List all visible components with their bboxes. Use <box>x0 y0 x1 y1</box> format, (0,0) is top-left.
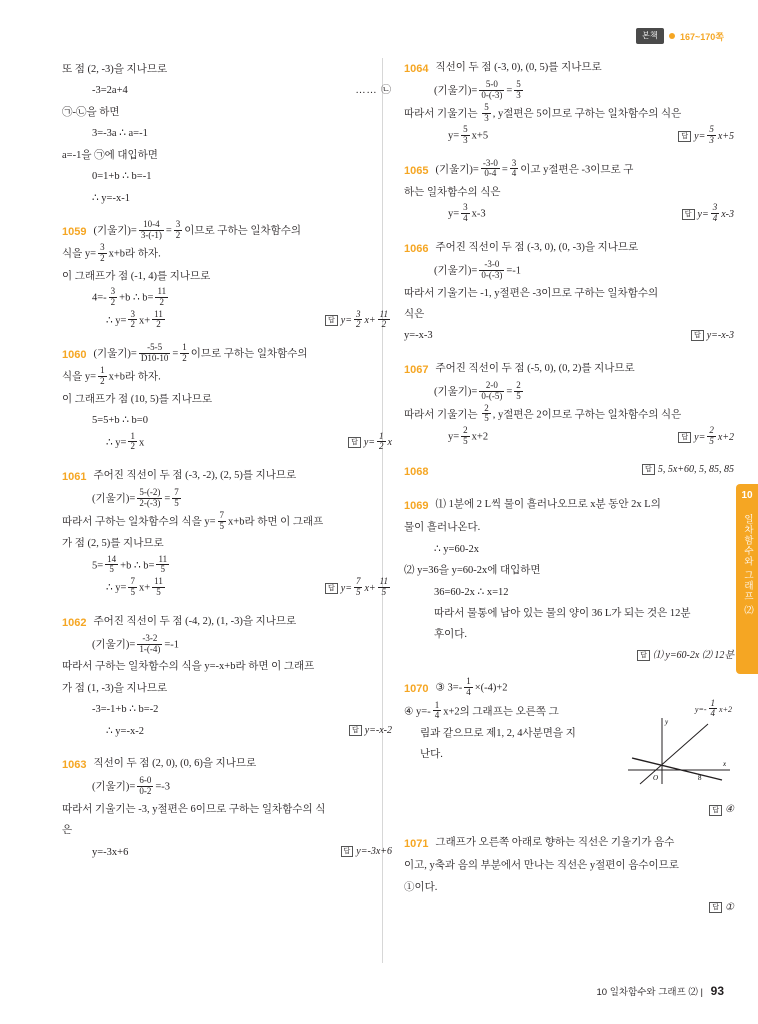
solution-line <box>62 390 392 409</box>
problem-number: 1062 <box>62 616 87 629</box>
graph-figure: y=- $\frac{1}{4}$ x+2 y x O 8 <box>622 700 734 800</box>
answer-tag: 답 ⑴ y=60-2x ⑵ 12분 <box>637 647 734 666</box>
solution-line <box>404 540 734 559</box>
problem-block <box>404 678 734 820</box>
answer-tag: 답 5, 5x+60, 5, 85, 85 <box>642 461 734 480</box>
solution-line <box>62 244 392 264</box>
text-line: y= $\frac{2}{5}$ x+2 <box>448 425 489 446</box>
solution-line <box>62 308 392 331</box>
problem-head <box>404 359 734 380</box>
text-line: (기울기)= $\frac{5-(-2)}{2-(-3)}$ = $\frac{7}{5}$ <box>92 487 179 509</box>
problem-text: 그래프가 오른쪽 아래로 향하는 직선은 기울기가 음수 <box>435 836 675 848</box>
problem-head <box>404 678 734 699</box>
text-line: (기울기)= $\frac{-3-0}{0-(-3)}$ =-1 <box>434 259 522 280</box>
solution-line <box>62 288 392 308</box>
header-label: 본책 <box>636 28 664 44</box>
solution-line <box>62 777 392 797</box>
page-footer <box>596 984 724 998</box>
text-line: ∴ y= $\frac{7}{5}$ x+ $\frac{11}{5}$ <box>106 576 163 597</box>
answer-tag: 답 ④ <box>709 801 734 820</box>
text-line: 은 <box>62 825 73 837</box>
text-line: ∴ y= $\frac{1}{2}$ x <box>106 430 145 452</box>
problem-block <box>62 344 392 453</box>
solution-line <box>404 326 734 345</box>
solution-line <box>62 800 392 819</box>
page-header <box>636 28 724 44</box>
solution-line <box>404 261 734 281</box>
solution-line <box>62 843 392 862</box>
problem-text: 주어진 직선이 두 점 (-5, 0), (0, 2)를 지나므로 <box>435 362 635 374</box>
solution-line <box>62 679 392 698</box>
solution-line <box>404 583 734 602</box>
solution-line <box>62 534 392 553</box>
text-line: 이고, y축과 음의 부분에서 만나는 직선은 y절편이 음수이므로 <box>404 860 679 872</box>
problem-block <box>62 754 392 862</box>
text-line: 따라서 기울기는 -3, y절편은 6이므로 구하는 일차함수의 식 <box>62 803 326 815</box>
text-line: 5=5+b ∴ b=0 <box>92 415 148 427</box>
side-tab-number: 10 <box>741 490 753 501</box>
problem-block <box>404 833 734 918</box>
text-line: ∴ y=-x-1 <box>92 192 130 204</box>
solution-line <box>404 183 734 202</box>
answer-tag: 답 y= $\frac{7}{5}$ x+ $\frac{11}{5}$ <box>325 578 392 598</box>
problem-head <box>62 344 392 365</box>
solution-line <box>404 101 734 124</box>
figure-text-line: ④ y=- $\frac{1}{4}$ x+2의 그래프는 오른쪽 그 <box>404 699 559 721</box>
answer-tag: 답 y=-x-2 <box>349 722 392 741</box>
text-line: 따라서 기울기는 -1, y절편은 -3이므로 구하는 일차함수의 <box>404 287 659 299</box>
problem-text: 직선이 두 점 (-3, 0), (0, 5)를 지나므로 <box>435 62 602 73</box>
answer-tag: 답 ① <box>709 899 734 918</box>
text-line: ㉠-㉡을 하면 <box>62 106 120 118</box>
problem-number: 1064 <box>404 63 429 75</box>
footer-separator: | <box>700 987 703 998</box>
problem-text: 주어진 직선이 두 점 (-4, 2), (1, -3)을 지나므로 <box>93 615 297 627</box>
footer-chapter: 10 일차함수와 그래프 ⑵ <box>596 987 698 998</box>
text-line: y=-3x+6 <box>92 846 129 858</box>
svg-text:x: x <box>723 760 727 769</box>
text-line: 따라서 구하는 일차함수의 식을 y=-x+b라 하면 이 그래프 <box>62 661 315 673</box>
solution-line <box>404 878 734 897</box>
problem-number: 1060 <box>62 349 87 362</box>
answer-tag: 답 y= $\frac{3}{4}$ x-3 <box>682 204 734 224</box>
solution-line <box>404 856 734 875</box>
side-tab-text: 일차함수와 그래프 ⑵ <box>742 514 753 616</box>
text-line: ⑵ y=36을 y=60-2x에 대입하면 <box>404 565 541 577</box>
text-line: 따라서 기울기는 $\frac{2}{5}$ , y절편은 2이므로 구하는 일차함수의 식은 <box>404 402 682 424</box>
problem-head <box>62 218 392 242</box>
bullet-icon <box>669 33 675 39</box>
text-line: 0=1+b ∴ b=-1 <box>92 171 152 183</box>
solution-line <box>62 367 392 387</box>
solution-line <box>62 700 392 719</box>
solution-line <box>62 267 392 286</box>
problem-head <box>404 157 734 181</box>
answer-tag: 답 y= $\frac{1}{2}$ x <box>348 433 392 453</box>
answer-tag: 답 y= $\frac{5}{3}$ x+5 <box>678 126 734 146</box>
footer-page-number: 93 <box>710 984 724 998</box>
text-line: 4=- $\frac{3}{2}$ +b ∴ b= $\frac{11}{2}$ <box>92 286 167 307</box>
problem-block <box>62 612 392 741</box>
solution-line <box>62 821 392 840</box>
solution-line <box>404 382 734 402</box>
answer-tag: 답 y= $\frac{3}{2}$ x+ $\frac{11}{2}$ <box>325 311 392 331</box>
text-line: ∴ y=60-2x <box>434 543 479 555</box>
text-line: 따라서 물통에 남아 있는 물의 양이 36 L가 되는 것은 12분 <box>434 607 691 619</box>
text-line: (기울기)= $\frac{2-0}{0-(-5)}$ = $\frac{2}{5}$ <box>434 380 521 401</box>
answer-tag: 답 y=-x-3 <box>691 327 734 346</box>
text-line: y=-x-3 <box>404 330 433 342</box>
right-column <box>404 58 734 931</box>
chapter-side-tab <box>736 484 758 674</box>
text-line: 3=-3a ∴ a=-1 <box>92 128 148 140</box>
text-line: (기울기)= $\frac{6-0}{0-2}$ =-3 <box>92 775 171 797</box>
problem-head <box>62 466 392 487</box>
problem-number: 1068 <box>404 465 429 478</box>
problem-number: 1066 <box>404 242 429 255</box>
text-line: y= $\frac{3}{4}$ x-3 <box>448 202 486 224</box>
problem-block <box>404 58 734 147</box>
text-line: 가 점 (1, -3)을 지나므로 <box>62 682 168 694</box>
text-line: 36=60-2x ∴ x=12 <box>434 586 509 598</box>
problem-head <box>62 754 392 775</box>
problem-number: 1069 <box>404 499 429 512</box>
text-line: a=-1을 ㉠에 대입하면 <box>62 149 158 161</box>
text-line: 식을 y= $\frac{3}{2}$ x+b라 하자. <box>62 242 161 264</box>
text-line: (기울기)= $\frac{5-0}{0-(-3)}$ = $\frac{5}{3}$ <box>434 79 521 101</box>
text-line: -3=2a+4 …… ㉡ <box>62 81 392 100</box>
solution-line <box>404 402 734 425</box>
problem-number: 1063 <box>62 759 87 772</box>
text-line: 식은 <box>404 309 425 321</box>
text-line: -3=-1+b ∴ b=-2 <box>92 704 159 716</box>
problem-text: ⑴ 1분에 2 L씩 물이 흘러나오므로 x분 동안 2x L의 <box>435 498 661 510</box>
solution-line <box>62 489 392 509</box>
problem-head <box>62 612 392 633</box>
solution-line <box>404 427 734 447</box>
problem-number: 1070 <box>404 683 429 696</box>
text-line: 따라서 구하는 일차함수의 식을 y= $\frac{7}{5}$ x+b라 하면 이 그래프 <box>62 509 324 531</box>
solution-line <box>62 553 392 576</box>
text-line: (기울기)= $\frac{-3-2}{1-(-4)}$ =-1 <box>92 632 180 654</box>
problem-block <box>404 461 734 482</box>
solution-line <box>62 632 392 655</box>
text-line: ①이다. <box>404 881 438 893</box>
problem-block <box>62 218 392 331</box>
problem-text: ③ 3=- $\frac{1}{4}$ ×(-4)+2 <box>435 676 508 697</box>
solution-line <box>404 126 734 146</box>
solution-line <box>62 722 392 741</box>
text-line: y= $\frac{5}{3}$ x+5 <box>448 124 489 145</box>
text-line: 또 점 (2, -3)을 지나므로 <box>62 64 168 75</box>
problem-number: 1067 <box>404 363 429 376</box>
problem-block <box>62 466 392 599</box>
problem-block <box>404 359 734 448</box>
solution-line <box>62 578 392 598</box>
svg-text:8: 8 <box>698 774 702 783</box>
equation-tag: …… ㉡ <box>355 84 392 96</box>
solution-line <box>62 509 392 532</box>
text-line: 따라서 기울기는 $\frac{5}{3}$ , y절편은 5이므로 구하는 일차함수의 식은 <box>404 101 682 123</box>
answer-tag: 답 y= $\frac{2}{5}$ x+2 <box>678 427 734 447</box>
problem-block <box>404 157 734 225</box>
text-line: 물이 흘러나온다. <box>404 522 481 534</box>
problem-number: 1071 <box>404 837 429 850</box>
text-line: 5= $\frac{14}{5}$ +b ∴ b= $\frac{11}{5}$ <box>92 553 168 575</box>
solution-line <box>62 411 392 430</box>
problem-head <box>404 58 734 79</box>
problem-number: 1065 <box>404 164 429 177</box>
solution-line <box>404 81 734 101</box>
solution-line <box>404 647 734 666</box>
problem-text: (기울기)= $\frac{-5-5}{D10-10}$ = $\frac{1}{2}$ 이므로 구하는 일차함수의 <box>93 342 308 363</box>
solution-line <box>404 604 734 623</box>
problem-text: 주어진 직선이 두 점 (-3, -2), (2, 5)를 지나므로 <box>93 470 297 482</box>
solution-line <box>404 801 734 820</box>
text-line: 이 그래프가 점 (10, 5)를 지나므로 <box>62 393 213 405</box>
problem-head <box>404 461 734 482</box>
solution-line <box>404 561 734 580</box>
problem-text <box>435 461 734 480</box>
solution-line <box>404 899 734 918</box>
text-line: 후이다. <box>434 629 468 641</box>
line-graph-figure <box>622 714 734 792</box>
text-line: 식을 y= $\frac{1}{2}$ x+b라 하자. <box>62 365 161 387</box>
solution-line <box>404 625 734 644</box>
solution-line <box>404 204 734 224</box>
problem-head <box>404 833 734 854</box>
text-line: ∴ y=-x-2 <box>106 725 144 737</box>
problem-head <box>404 495 734 516</box>
header-pages: 167~170쪽 <box>680 31 724 42</box>
svg-text:y: y <box>665 718 669 727</box>
answer-tag: 답 y=-3x+6 <box>341 843 392 862</box>
text-line: ∴ y= $\frac{3}{2}$ x+ $\frac{11}{2}$ <box>106 308 163 330</box>
figure-row <box>404 697 734 800</box>
text-line: 가 점 (2, 5)를 지나므로 <box>62 538 164 550</box>
problem-number: 1061 <box>62 471 87 484</box>
figure-text-line: 난다. <box>420 749 443 761</box>
problem-text: 주어진 직선이 두 점 (-3, 0), (0, -3)을 지나므로 <box>435 241 639 253</box>
svg-text:O: O <box>653 774 659 783</box>
solution-line <box>404 284 734 303</box>
problem-head <box>404 238 734 259</box>
solution-line <box>62 430 392 453</box>
text-line: 이 그래프가 점 (-1, 4)를 지나므로 <box>62 270 211 282</box>
problem-block <box>404 238 734 346</box>
left-column <box>62 58 392 875</box>
problem-text: (기울기)= $\frac{-3-0}{0-4}$ = $\frac{3}{4}$ 이고 y절편은 -3이므로 구 <box>435 157 634 179</box>
problem-block <box>404 495 734 665</box>
figure-text-line: 림과 같으므로 제1, 2, 4사분면을 지 <box>420 728 576 740</box>
intro-block <box>62 60 392 208</box>
text-line: 하는 일차함수의 식은 <box>404 187 501 198</box>
problem-number: 1059 <box>62 225 87 238</box>
solution-line <box>62 657 392 676</box>
problem-text: 직선이 두 점 (2, 0), (0, 6)을 지나므로 <box>93 758 257 770</box>
problem-text: (기울기)= $\frac{10-4}{3-(-1)}$ = $\frac{3}{2}$ 이므로 구하는 일차함수의 <box>93 218 302 240</box>
solution-line <box>404 518 734 537</box>
solution-line <box>404 305 734 324</box>
